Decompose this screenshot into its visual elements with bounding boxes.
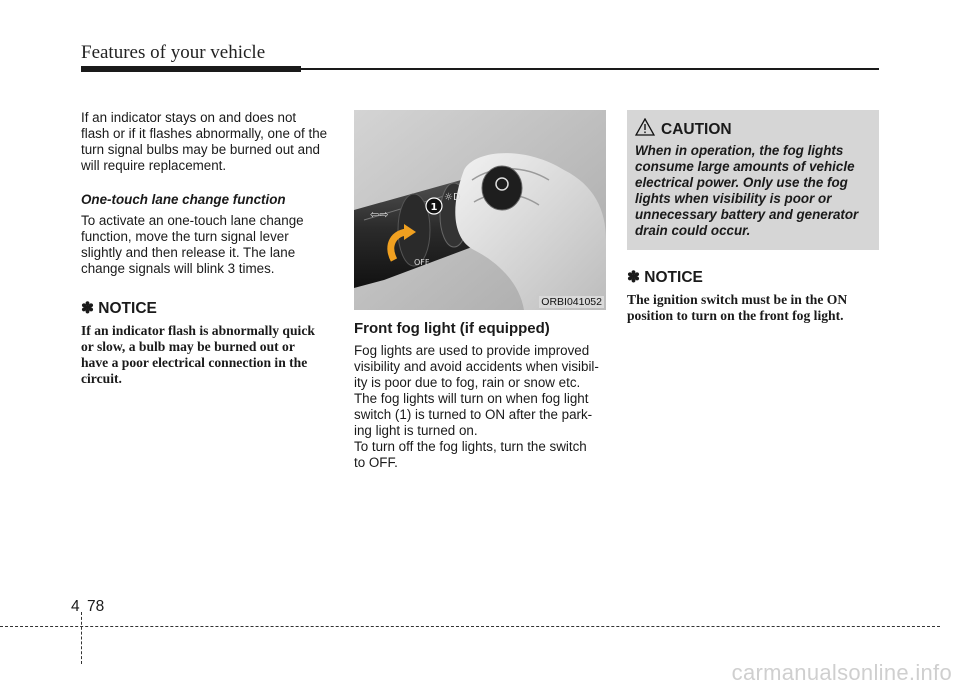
text-line: will require replacement. — [81, 158, 227, 173]
text-line: electrical power. Only use the fog — [635, 175, 848, 190]
text-line: To turn off the fog lights, turn the switch — [354, 439, 587, 454]
text-line: To activate an one-touch lane change — [81, 213, 304, 228]
notice-body — [81, 323, 333, 387]
fog-light-switch-figure — [354, 110, 606, 310]
notice-heading: ✽ NOTICE — [627, 269, 703, 286]
page-header-title: Features of your vehicle — [81, 42, 266, 63]
watermark: carmanualsonline.info — [731, 660, 952, 685]
header-rule — [81, 68, 879, 70]
text-line: When in operation, the fog lights — [635, 143, 844, 158]
text-line: lights when visibility is poor or — [635, 191, 832, 206]
text-line: ity is poor due to fog, rain or snow etc. — [354, 375, 581, 390]
text-line: The ignition switch must be in the ON — [627, 292, 848, 307]
callout-label: 1 — [430, 202, 438, 213]
fog-light-heading: Front fog light (if equipped) — [354, 320, 550, 337]
fog-light-switch-illustration — [354, 110, 606, 310]
left-column — [81, 110, 333, 387]
text-line: visibility and avoid accidents when visibil- — [354, 359, 599, 374]
text-line: The fog lights will turn on when fog light — [354, 391, 589, 406]
indicator-paragraph — [81, 110, 333, 174]
warning-triangle-icon — [635, 118, 655, 141]
fog-light-paragraph — [354, 343, 606, 471]
caution-title: CAUTION — [661, 120, 732, 138]
text-line: ing light is turned on. — [354, 423, 478, 438]
text-line: or slow, a bulb may be burned out or — [81, 339, 295, 354]
text-line: switch (1) is turned to ON after the park- — [354, 407, 593, 422]
text-line: change signals will blink 3 times. — [81, 261, 275, 276]
figure-code: ORBI041052 — [541, 296, 602, 308]
text-line: If an indicator stays on and does not — [81, 110, 297, 125]
text-line: to OFF. — [354, 455, 398, 470]
notice-body — [627, 292, 879, 324]
text-line: flash or if it flashes abnormally, one of the — [81, 126, 328, 141]
right-column — [627, 110, 879, 324]
lane-change-heading: One-touch lane change function — [81, 192, 286, 207]
caution-header — [635, 118, 871, 141]
text-line: function, move the turn signal lever — [81, 229, 289, 244]
text-line: unnecessary battery and generator — [635, 207, 859, 222]
caution-body — [635, 143, 871, 239]
text-line: circuit. — [81, 371, 122, 386]
text-line: position to turn on the front fog light. — [627, 308, 844, 323]
svg-text:☼D: ☼D — [444, 192, 461, 203]
svg-text:⇦⇨: ⇦⇨ — [370, 208, 389, 221]
notice-heading: ✽ NOTICE — [81, 300, 157, 317]
text-line: If an indicator flash is abnormally quick — [81, 323, 315, 338]
page-number: 78 — [87, 598, 105, 615]
caution-box — [627, 110, 879, 250]
footer-divider — [81, 612, 82, 664]
text-line: Fog lights are used to provide improved — [354, 343, 590, 358]
text-line: have a poor electrical connection in the — [81, 355, 308, 370]
text-line: consume large amounts of vehicle — [635, 159, 855, 174]
text-line: turn signal bulbs may be burned out and — [81, 142, 320, 157]
text-line: drain could occur. — [635, 223, 751, 238]
off-label: OFF — [414, 258, 430, 267]
chapter-number: 4 — [71, 598, 80, 615]
text-line: slightly and then release it. The lane — [81, 245, 296, 260]
lane-change-paragraph — [81, 213, 333, 277]
middle-column — [354, 110, 606, 471]
footer-rule — [0, 626, 940, 627]
